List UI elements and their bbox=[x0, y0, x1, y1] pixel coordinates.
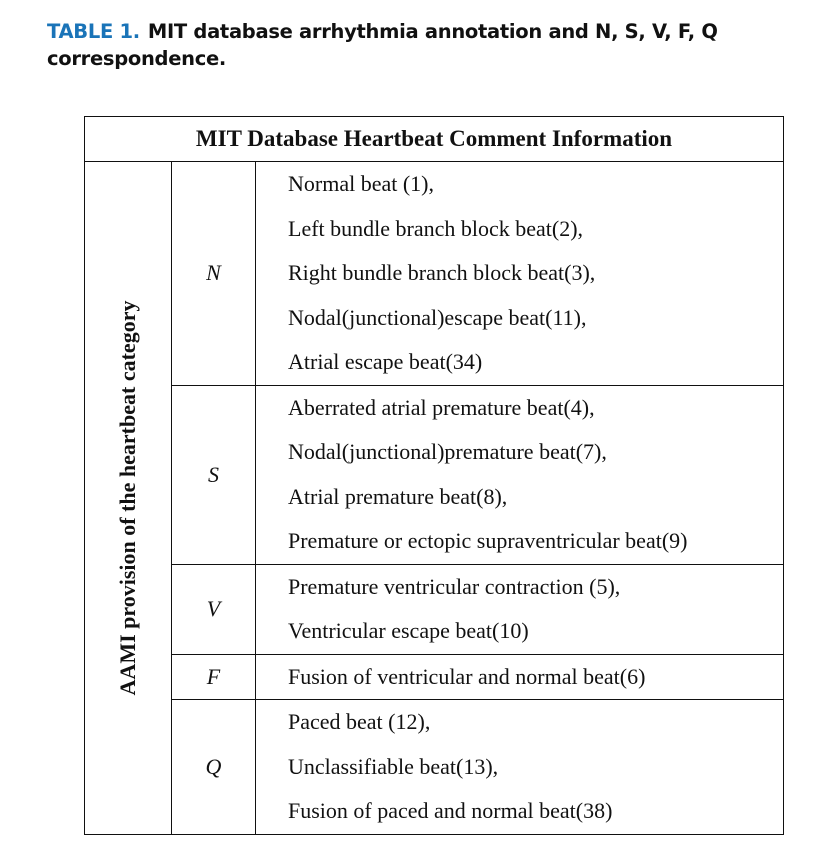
items-cell bbox=[256, 654, 784, 700]
list-item: Premature or ectopic supraventricular beat(9) bbox=[288, 528, 688, 553]
table-row bbox=[85, 654, 784, 700]
table-row bbox=[85, 162, 784, 386]
list-item: Nodal(junctional)premature beat(7), bbox=[288, 439, 607, 464]
list-item: Premature ventricular contraction (5), bbox=[288, 573, 621, 599]
table-row bbox=[85, 564, 784, 654]
list-item: Atrial escape beat(34) bbox=[288, 349, 483, 374]
list-item: Right bundle branch block beat(3), bbox=[288, 260, 596, 285]
arrhythmia-table bbox=[84, 116, 784, 835]
items-cell bbox=[256, 385, 784, 564]
list-item: Nodal(junctional)escape beat(11), bbox=[288, 304, 587, 330]
table-caption-text: MIT database arrhythmia annotation and N, S, V, F, Q correspondence. bbox=[47, 20, 718, 70]
table-header: MIT Database Heartbeat Comment Information bbox=[85, 117, 784, 162]
items-cell bbox=[256, 162, 784, 386]
list-item: Paced beat (12), bbox=[288, 709, 431, 734]
side-label: AAMI provision of the heartbeat category bbox=[115, 300, 140, 696]
list-item: Aberrated atrial premature beat(4), bbox=[288, 394, 595, 420]
table-caption-label: TABLE 1. bbox=[47, 20, 140, 43]
category-cell: Q bbox=[172, 700, 256, 835]
table-caption bbox=[47, 18, 787, 72]
list-item: Ventricular escape beat(10) bbox=[288, 618, 529, 643]
list-item: Unclassifiable beat(13), bbox=[288, 753, 499, 779]
list-item: Atrial premature beat(8), bbox=[288, 483, 508, 509]
items-cell bbox=[256, 564, 784, 654]
table-row bbox=[85, 700, 784, 835]
list-item: Normal beat (1), bbox=[288, 171, 434, 196]
side-label-cell bbox=[85, 162, 172, 835]
table-row bbox=[85, 385, 784, 564]
category-cell: S bbox=[172, 385, 256, 564]
items-cell bbox=[256, 700, 784, 835]
list-item: Fusion of paced and normal beat(38) bbox=[288, 798, 613, 823]
list-item: Left bundle branch block beat(2), bbox=[288, 215, 584, 241]
list-item: Fusion of ventricular and normal beat(6) bbox=[288, 663, 646, 689]
category-cell: F bbox=[172, 654, 256, 700]
category-cell: V bbox=[172, 564, 256, 654]
category-cell: N bbox=[172, 162, 256, 386]
